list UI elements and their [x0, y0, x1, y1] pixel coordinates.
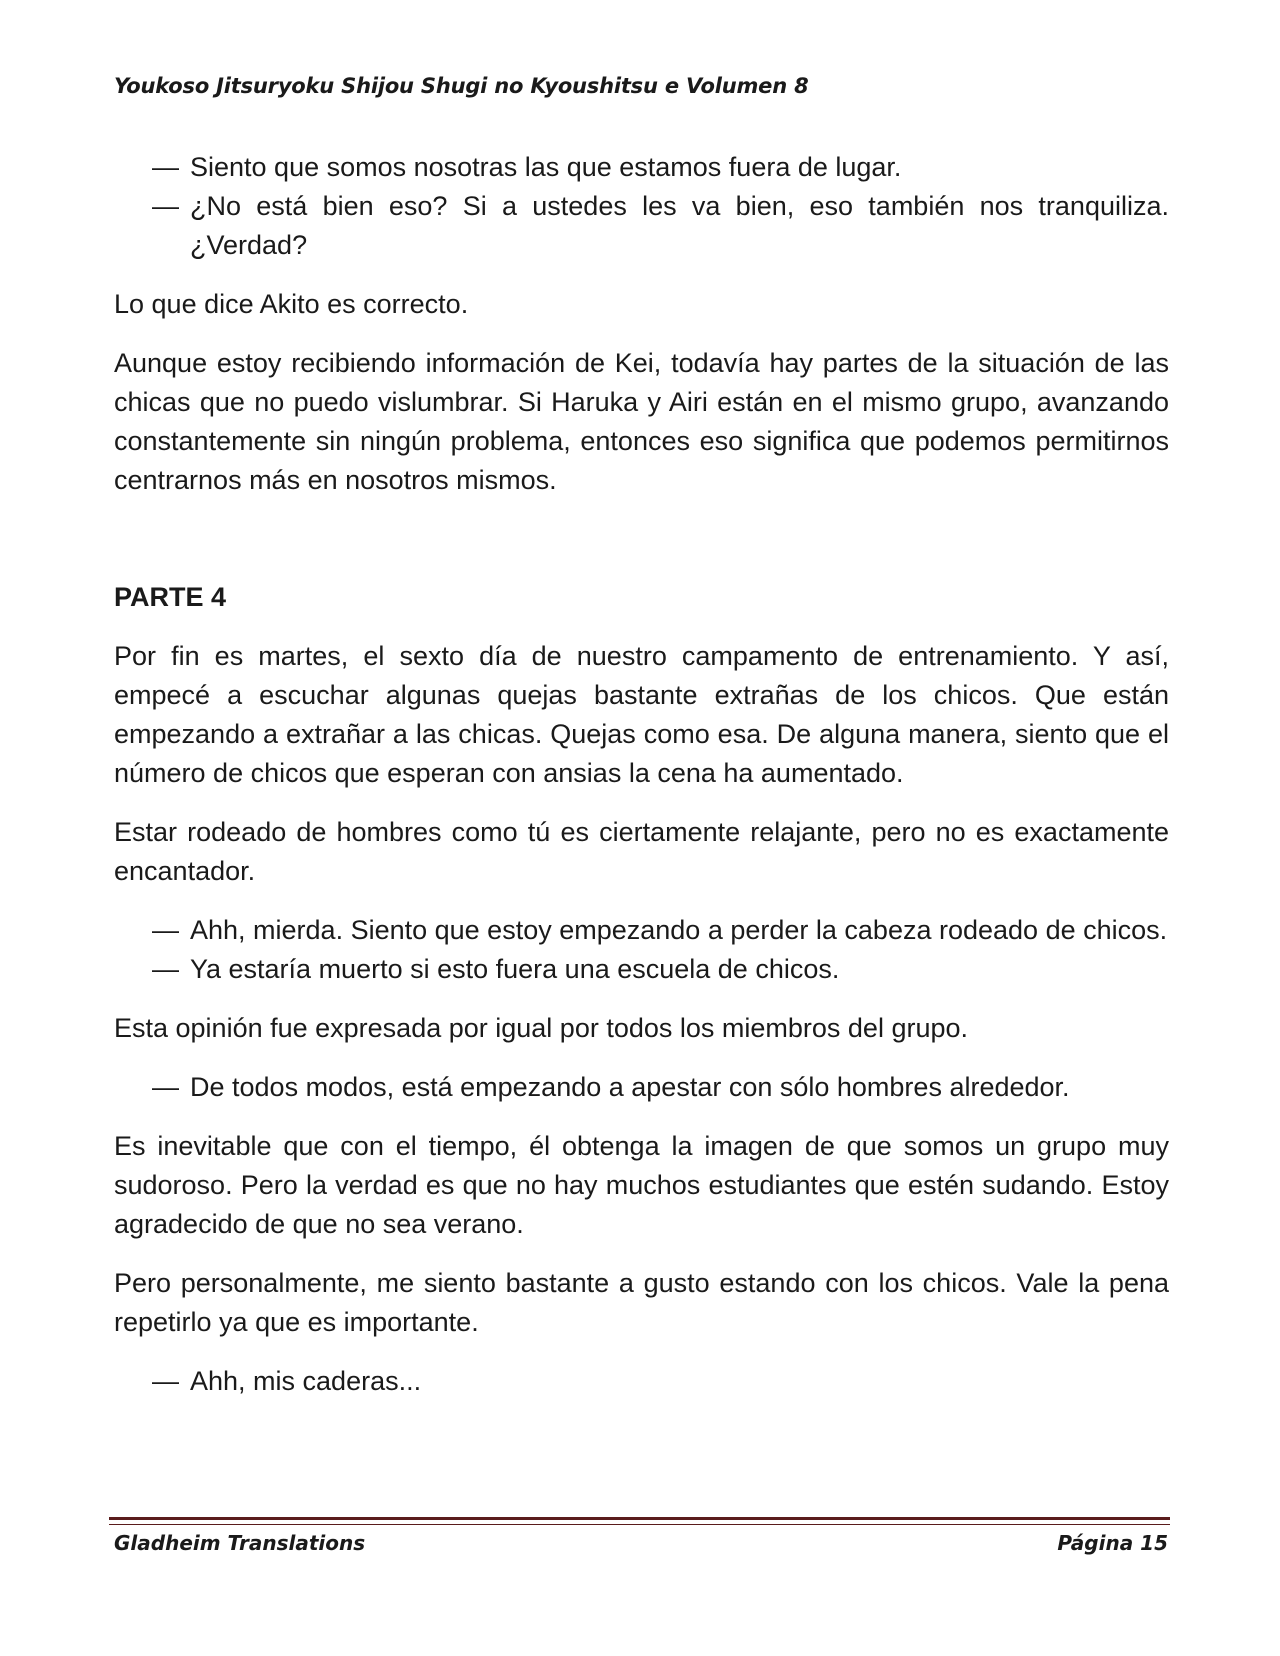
dialogue-text: Siento que somos nosotras las que estamos fuera de lugar.: [190, 152, 902, 182]
dialogue-dash: —: [152, 1366, 179, 1396]
section-heading: PARTE 4: [114, 582, 227, 612]
dialogue-dash: —: [152, 1072, 179, 1102]
dialogue-block: [152, 911, 1169, 989]
dialogue-dash: —: [152, 191, 179, 221]
dialogue-line: [152, 187, 1169, 265]
dialogue-text: De todos modos, está empezando a apestar con sólo hombres alrededor.: [190, 1072, 1070, 1102]
page-number: Página 15: [1057, 1531, 1168, 1555]
paragraph: Por fin es martes, el sexto día de nuestro campamento de entrenamiento. Y así, empecé a escuchar algunas quejas bastante extrañas de los chicos. Que están empezando a extrañar a las chicas. Quejas como esa. De alguna manera, siento que el número de chicos que esperan con ansias la cena ha aumentado.: [114, 641, 1169, 788]
footer-rule-thin: [109, 1524, 1170, 1525]
footer-credit: Gladheim Translations: [114, 1531, 366, 1555]
dialogue-block: [152, 1362, 1169, 1401]
paragraph: Aunque estoy recibiendo información de Kei, todavía hay partes de la situación de las chicas que no puedo vislumbrar. Si Haruka y Airi están en el mismo grupo, avanzando constantemente sin ningún problema, entonces eso significa que podemos permitirnos centrarnos más en nosotros mismos.: [114, 348, 1169, 495]
paragraph: Esta opinión fue expresada por igual por todos los miembros del grupo.: [114, 1013, 969, 1043]
dialogue-dash: —: [152, 915, 179, 945]
dialogue-block: [152, 148, 1169, 265]
dialogue-text: ¿No está bien eso? Si a ustedes les va bien, eso también nos tranquiliza. ¿Verdad?: [190, 191, 1169, 260]
running-header: Youkoso Jitsuryoku Shijou Shugi no Kyoushitsu e Volumen 8: [114, 74, 809, 98]
dialogue-line: [152, 1068, 1169, 1107]
footer-rule: [109, 1517, 1170, 1520]
paragraph: Lo que dice Akito es correcto.: [114, 289, 469, 319]
paragraph: Pero personalmente, me siento bastante a gusto estando con los chicos. Vale la pena repetirlo ya que es importante.: [114, 1268, 1169, 1337]
dialogue-text: Ahh, mierda. Siento que estoy empezando a perder la cabeza rodeado de chicos.: [190, 915, 1168, 945]
body-text: [114, 148, 1169, 1421]
dialogue-dash: —: [152, 954, 179, 984]
paragraph: Es inevitable que con el tiempo, él obtenga la imagen de que somos un grupo muy sudoroso. Pero la verdad es que no hay muchos estudiantes que estén sudando. Estoy agradecido de que no sea verano.: [114, 1131, 1169, 1239]
dialogue-line: [152, 1362, 1169, 1401]
dialogue-line: [152, 148, 1169, 187]
dialogue-block: [152, 1068, 1169, 1107]
dialogue-line: [152, 911, 1169, 950]
dialogue-text: Ahh, mis caderas...: [190, 1366, 422, 1396]
dialogue-line: [152, 950, 1169, 989]
dialogue-dash: —: [152, 152, 179, 182]
paragraph: Estar rodeado de hombres como tú es ciertamente relajante, pero no es exactamente encantador.: [114, 817, 1169, 886]
dialogue-text: Ya estaría muerto si esto fuera una escuela de chicos.: [190, 954, 840, 984]
